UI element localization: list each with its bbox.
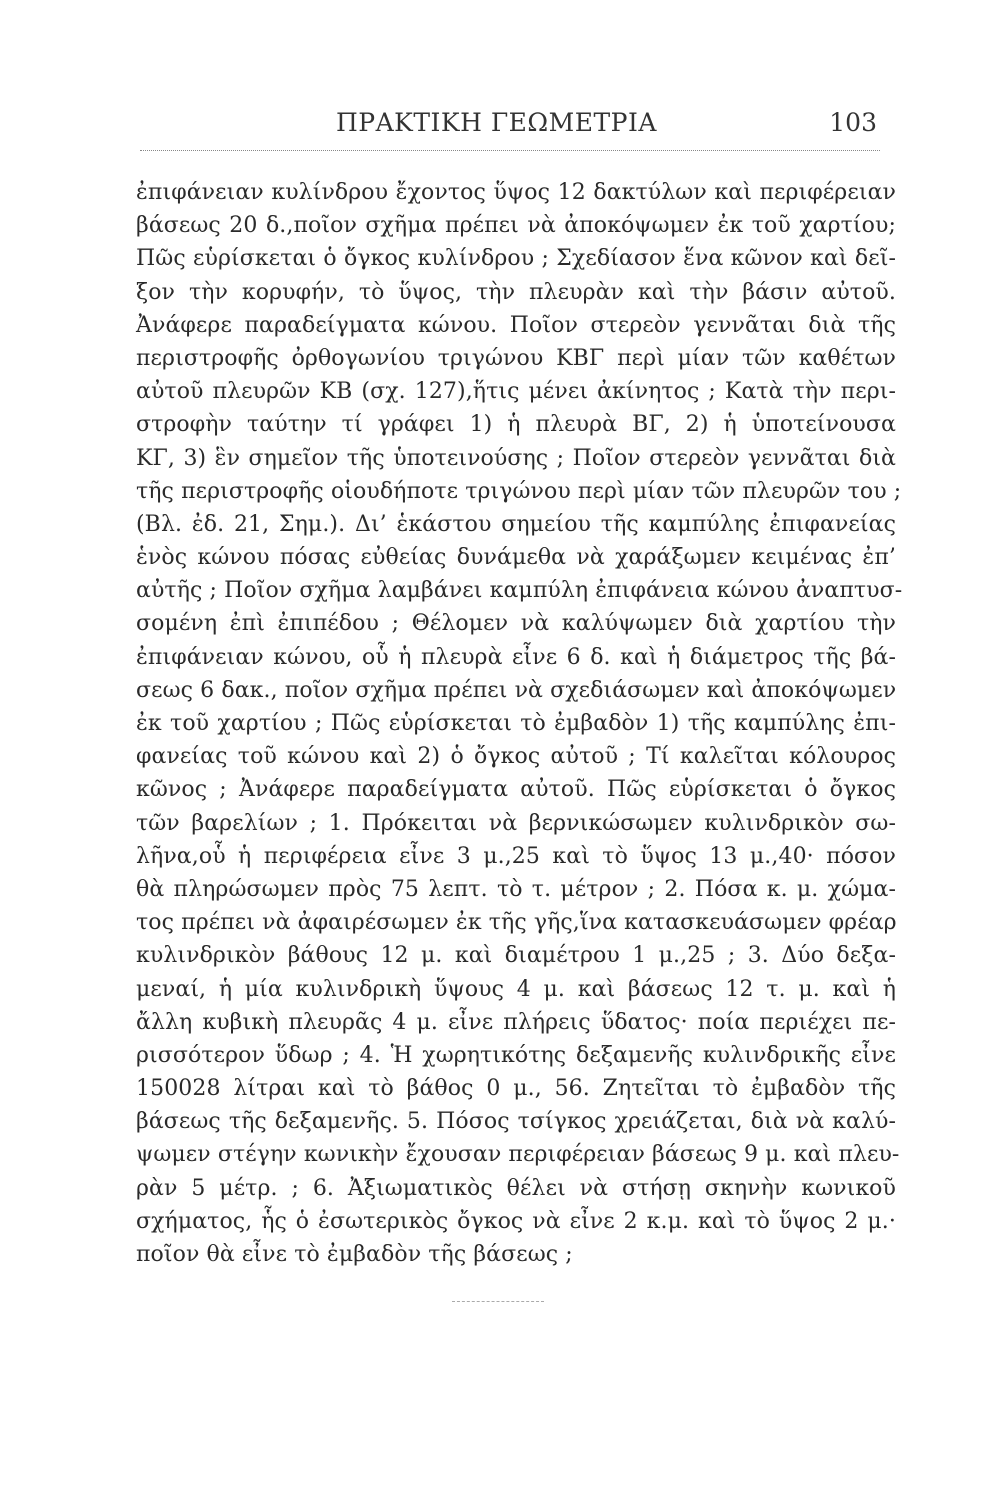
- text-line: ρὰν 5 μέτρ. ; 6. Ἀξιωματικὸς θέλει νὰ στήσῃ σκηνὴν κωνικοῦ: [136, 1175, 896, 1201]
- text-line: ἄλλη κυβικὴ πλευρᾶς 4 μ. εἶνε πλήρεις ὕδατος· ποία περιέχει πε-: [136, 1009, 896, 1035]
- text-line: περιστροφῆς ὀρθογωνίου τριγώνου ΚΒΓ περὶ μίαν τῶν καθέτων: [136, 345, 896, 371]
- text-line: λῆνα,οὗ ἡ περιφέρεια εἶνε 3 μ.,25 καὶ τὸ ὕψος 13 μ.,40· πόσον: [136, 843, 896, 869]
- text-line: ἐκ τοῦ χαρτίου ; Πῶς εὑρίσκεται τὸ ἐμβαδὸν 1) τῆς καμπύλης ἐπι-: [136, 711, 896, 736]
- text-line: τος πρέπει νὰ ἀφαιρέσωμεν ἐκ τῆς γῆς,ἵνα κατασκευάσωμεν φρέαρ: [136, 910, 897, 936]
- text-line: σχήματος, ἧς ὁ ἐσωτερικὸς ὄγκος νὰ εἶνε 2 κ.μ. καὶ τὸ ὕψος 2 μ.·: [136, 1208, 896, 1234]
- text-line: θὰ πληρώσωμεν πρὸς 75 λεπτ. τὸ τ. μέτρον ; 2. Πόσα κ. μ. χώμα-: [136, 876, 896, 902]
- text-line: ἑνὸς κώνου πόσας εὐθείας δυνάμεθα νὰ χαράξωμεν κειμένας ἐπ’: [136, 545, 896, 571]
- text-line: Πῶς εὑρίσκεται ὁ ὄγκος κυλίνδρου ; Σχεδίασον ἕνα κῶνον καὶ δεῖ-: [136, 246, 896, 272]
- text-line: τῶν βαρελίων ; 1. Πρόκειται νὰ βερνικώσωμεν κυλινδρικὸν σω-: [136, 810, 896, 836]
- text-line: μεναί, ἡ μία κυλινδρικὴ ὕψους 4 μ. καὶ βάσεως 12 τ. μ. καὶ ἡ: [136, 976, 896, 1002]
- text-line: ξον τὴν κορυφήν, τὸ ὕψος, τὴν πλευρὰν καὶ τὴν βάσιν αὐτοῦ.: [136, 279, 896, 305]
- text-line: αὐτῆς ; Ποῖον σχῆμα λαμβάνει καμπύλη ἐπιφάνεια κώνου ἀναπτυσ-: [136, 578, 903, 604]
- page-number: 103: [829, 108, 877, 137]
- body-text: [136, 176, 903, 1271]
- text-line: ἐπιφάνειαν κώνου, οὗ ἡ πλευρὰ εἶνε 6 δ. καὶ ἡ διάμετρος τῆς βά-: [136, 644, 896, 670]
- text-line: (Βλ. ἐδ. 21, Σημ.). Δι’ ἑκάστου σημείου τῆς καμπύλης ἐπιφανείας: [136, 511, 896, 537]
- text-line: ἐπιφάνειαν κυλίνδρου ἔχοντος ὕψος 12 δακτύλων καὶ περιφέρειαν: [136, 180, 896, 205]
- text-line: κυλινδρικὸν βάθους 12 μ. καὶ διαμέτρου 1 μ.,25 ; 3. Δύο δεξα-: [136, 943, 896, 969]
- text-line: ρισσότερον ὕδωρ ; 4. Ἡ χωρητικότης δεξαμενῆς κυλινδρικῆς εἶνε: [136, 1042, 896, 1068]
- text-line: σεως 6 δακ., ποῖον σχῆμα πρέπει νὰ σχεδιάσωμεν καὶ ἀποκόψωμεν: [136, 677, 897, 703]
- text-line: τῆς περιστροφῆς οἱουδήποτε τριγώνου περὶ μίαν τῶν πλευρῶν του ;: [136, 478, 902, 504]
- text-line: φανείας τοῦ κώνου καὶ 2) ὁ ὄγκος αὐτοῦ ; Τί καλεῖται κόλουρος: [136, 744, 896, 770]
- header-rule: [140, 150, 880, 151]
- text-line: βάσεως 20 δ.,ποῖον σχῆμα πρέπει νὰ ἀποκόψωμεν ἐκ τοῦ χαρτίου;: [136, 213, 896, 239]
- text-line: Ἀνάφερε παραδείγματα κώνου. Ποῖον στερεὸν γεννᾶται διὰ τῆς: [136, 312, 896, 338]
- text-line: ποῖον θὰ εἶνε τὸ ἐμβαδὸν τῆς βάσεως ;: [136, 1242, 573, 1267]
- text-line: αὐτοῦ πλευρῶν ΚΒ (σχ. 127),ἥτις μένει ἀκίνητος ; Κατὰ τὴν περι-: [136, 379, 896, 405]
- text-line: ψωμεν στέγην κωνικὴν ἔχουσαν περιφέρειαν βάσεως 9 μ. καὶ πλευ-: [136, 1142, 900, 1168]
- text-line: κῶνος ; Ἀνάφερε παραδείγματα αὐτοῦ. Πῶς εὑρίσκεται ὁ ὄγκος: [136, 777, 896, 803]
- running-title: ΠΡΑΚΤΙΚΗ ΓΕΩΜΕΤΡΙΑ: [336, 108, 657, 137]
- text-line: βάσεως τῆς δεξαμενῆς. 5. Πόσος τσίγκος χρειάζεται, διὰ νὰ καλύ-: [136, 1109, 896, 1135]
- text-line: ΚΓ, 3) ἓν σημεῖον τῆς ὑποτεινούσης ; Ποῖον στερεὸν γεννᾶται διὰ: [136, 445, 896, 471]
- text-line: σομένη ἐπὶ ἐπιπέδου ; Θέλομεν νὰ καλύψωμεν διὰ χαρτίου τὴν: [136, 611, 896, 637]
- end-ornament: [452, 1301, 544, 1302]
- running-head: [140, 108, 885, 148]
- text-line: 150028 λίτραι καὶ τὸ βάθος 0 μ., 56. Ζητεῖται τὸ ἐμβαδὸν τῆς: [136, 1076, 896, 1102]
- text-line: στροφὴν ταύτην τί γράφει 1) ἡ πλευρὰ ΒΓ, 2) ἡ ὑποτείνουσα: [136, 412, 896, 438]
